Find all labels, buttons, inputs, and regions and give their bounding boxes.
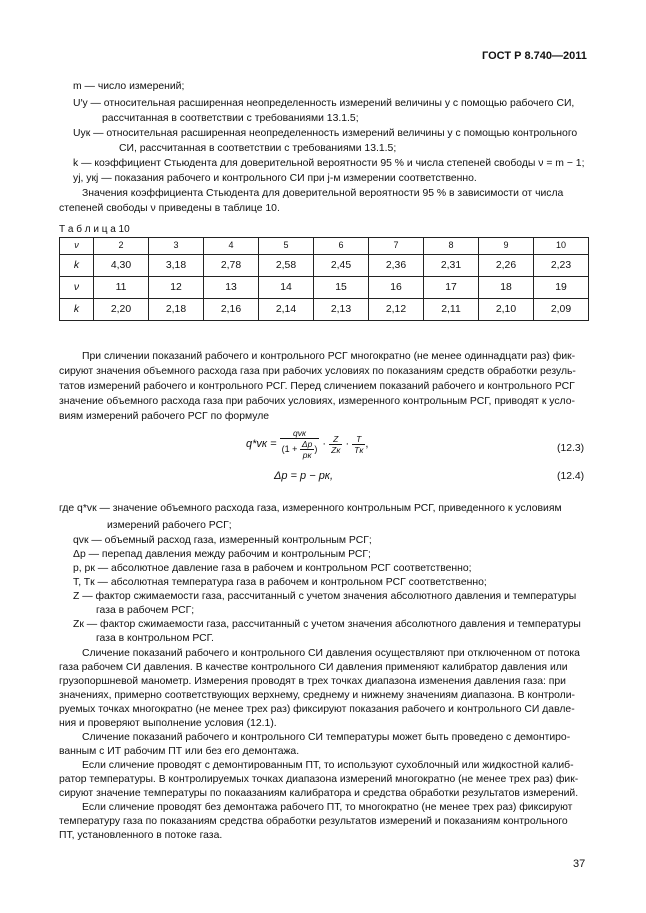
table-row: [60, 255, 589, 277]
paragraph-line: татов измерений рабочего и контрольного РСГ. Перед сличением показаний рабочего и контрольного РСГ: [59, 381, 575, 392]
paragraph-line: виям измерений рабочего РСГ по формуле: [59, 411, 270, 422]
table-cell: 3: [149, 238, 204, 255]
table-row: [60, 299, 589, 321]
table-cell: 2,13: [314, 299, 369, 321]
formula-den-a: 1 +: [284, 443, 298, 454]
table-cell: 16: [369, 277, 424, 299]
paragraph-line: значение объемного расхода газа при рабочих условиях, измеренного контрольным РСГ, приводят к усло-: [59, 396, 575, 407]
table-cell: 2,36: [369, 255, 424, 277]
paragraph-line: Если сличение проводят без демонтажа рабочего ПТ, то многократно (не менее трех раз) фиксируют: [82, 802, 573, 813]
table-cell: 2,16: [204, 299, 259, 321]
paragraph-line: грузопоршневой манометр. Измерения проводят в трех точках диапазона изменения давления газа: при: [59, 676, 566, 687]
table-caption: Т а б л и ц а 10: [59, 224, 130, 235]
def-line: Zк — фактор сжимаемости газа, рассчитанный с учетом значения абсолютного давления и температуры: [73, 619, 581, 630]
table-cell: 2,18: [149, 299, 204, 321]
table-cell: 2,31: [424, 255, 479, 277]
formula-dot: ·: [322, 437, 327, 450]
formula-dp-fraction: [300, 439, 314, 460]
formula-lhs: q*vк =: [246, 437, 277, 450]
table-cell: 12: [149, 277, 204, 299]
def-line: k — коэффициент Стьюдента для доверительной вероятности 95 % и числа степеней свободы ν = m − 1;: [73, 158, 585, 169]
table-cell: 4: [204, 238, 259, 255]
paragraph-line: ния и проверяют выполнение условия (12.1).: [59, 718, 277, 729]
table-cell: ν: [60, 238, 94, 255]
formula-number: (12.3): [557, 443, 585, 454]
student-coefficient-table: [59, 237, 589, 321]
def-line: Z — фактор сжимаемости газа, рассчитанный с учетом значения абсолютного давления и температуры: [73, 591, 577, 602]
table-cell: 2,45: [314, 255, 369, 277]
table-cell: 6: [314, 238, 369, 255]
formula-tk: Tк: [354, 444, 364, 455]
paragraph-line: сируют значения объемного расхода газа при рабочих условиях по показаниям средств обработки резуль-: [59, 366, 576, 377]
page-number: 37: [573, 858, 586, 870]
table-cell: 13: [204, 277, 259, 299]
table-row: [60, 277, 589, 299]
table-cell: ν: [60, 277, 94, 299]
def-line: где q*vк — значение объемного расхода газа, измеренного контрольным РСГ, приведенного к условиям: [59, 503, 562, 514]
def-line: СИ, рассчитанная в соответствии с требованиями 13.1.5;: [119, 143, 397, 154]
table-cell: 9: [479, 238, 534, 255]
paragraph-line: ратор температуры. В контролируемых точках диапазона измерений многократно (не менее трех раз) фик-: [59, 774, 579, 785]
paragraph-line: сируют значение температуры по покаазаниям калибратора и средства обработки результатов измерений.: [59, 788, 579, 799]
table-cell: 15: [314, 277, 369, 299]
formula-denominator: (1 + $\frac{\Delta p}{pк}$ ): [281, 439, 318, 460]
formula-t-fraction: [352, 434, 365, 455]
formula-z: Z: [329, 434, 342, 445]
def-line: газа в контрольном РСГ.: [96, 633, 214, 644]
table-cell: 2: [94, 238, 149, 255]
table-cell: 2,10: [479, 299, 534, 321]
formula-end: ,: [365, 437, 369, 450]
table-cell: 2,58: [259, 255, 314, 277]
paragraph-line: При сличении показаний рабочего и контрольного РСГ многократно (не менее одиннадцати раз) фик-: [82, 351, 576, 362]
text-line: степеней свободы ν приведены в таблице 10.: [59, 203, 280, 214]
paragraph-line: Если сличение проводят с демонтированным ПТ, то используют сухоблочный или жидкостной калиб-: [82, 760, 574, 771]
table-cell: 8: [424, 238, 479, 255]
table-cell: k: [60, 255, 94, 277]
table-cell: 2,26: [479, 255, 534, 277]
formula-main-fraction: [280, 428, 320, 460]
formula-dp: Δp: [301, 439, 313, 449]
formula-pk: pк: [302, 450, 312, 460]
table-cell: 4,30: [94, 255, 149, 277]
paragraph-line: газа рабочем СИ давления. В качестве контрольного СИ давления применяют калибратор давления или: [59, 662, 568, 673]
table-cell: 18: [479, 277, 534, 299]
table-cell: k: [60, 299, 94, 321]
formula-number: (12.4): [557, 471, 585, 482]
formula-12-4: Δp = p − pк,: [274, 470, 334, 482]
paragraph-line: ванным с ИТ рабочим ПТ или без его демонтажа.: [59, 746, 300, 757]
paragraph-line: Сличение показаний рабочего и контрольного СИ температуры может быть проведено с демонтиро-: [82, 732, 571, 743]
table-cell: 11: [94, 277, 149, 299]
paragraph-line: значениях, примерно соответствующих верхнему, среднему и нижнему значениям диапазона. В контроли-: [59, 690, 575, 701]
def-line: Uyк — относительная расширенная неопределенность измерений величины y с помощью контрольного: [73, 128, 578, 139]
def-line: yj, yкj — показания рабочего и контрольного СИ при j-м измерении соответственно.: [73, 173, 477, 184]
paragraph-line: Сличение показаний рабочего и контрольного СИ давления осуществляют при отключенном от потока: [82, 648, 580, 659]
def-line: расcчитанная в соответствии с требованиями 13.1.5;: [102, 113, 359, 124]
def-line: qvк — объемный расход газа, измеренный контрольным РСГ;: [73, 535, 372, 546]
document-standard-header: ГОСТ Р 8.740—2011: [482, 50, 587, 62]
table-cell: 2,11: [424, 299, 479, 321]
formula-dot: ·: [345, 437, 350, 450]
formula-zk: Zк: [331, 444, 341, 455]
table-cell: 2,09: [534, 299, 589, 321]
formula-z-fraction: [329, 434, 342, 455]
table-cell: 17: [424, 277, 479, 299]
table-cell: 5: [259, 238, 314, 255]
formula-12-3: [246, 428, 368, 460]
table-row: [60, 238, 589, 255]
def-line: m — число измерений;: [73, 81, 185, 92]
formula-numerator: qvк: [280, 428, 320, 439]
table-cell: 2,23: [534, 255, 589, 277]
def-line: измерений рабочего РСГ;: [107, 520, 232, 531]
table-cell: 2,12: [369, 299, 424, 321]
def-line: T, Tк — абсолютная температура газа в рабочем и контрольном РСГ соответственно;: [73, 577, 487, 588]
table-cell: 2,20: [94, 299, 149, 321]
def-line: p, pк — абсолютное давление газа в рабочем и контрольном РСГ соответственно;: [73, 563, 472, 574]
paragraph-line: ПТ, установленного в потоке газа.: [59, 830, 223, 841]
table-cell: 2,14: [259, 299, 314, 321]
paragraph-line: температуру газа по показаниям средства обработки результатов измерений и показаниям контрольного: [59, 816, 568, 827]
paragraph-line: руемых точках многократно (не менее трех раз) фиксируют показания рабочего и контрольного СИ давле-: [59, 704, 575, 715]
def-line: газа в рабочем РСГ;: [96, 605, 195, 616]
table-cell: 7: [369, 238, 424, 255]
table-cell: 3,18: [149, 255, 204, 277]
text-line: Значения коэффициента Стьюдента для доверительной вероятности 95 % в зависимости от числа: [82, 188, 564, 199]
table-cell: 10: [534, 238, 589, 255]
table-cell: 2,78: [204, 255, 259, 277]
def-line: U′y — относительная расширенная неопределенность измерений величины y с помощью рабочего СИ,: [73, 98, 575, 109]
def-line: Δp — перепад давления между рабочим и контрольным РСГ;: [73, 549, 371, 560]
table-cell: 19: [534, 277, 589, 299]
formula-t: T: [352, 434, 365, 445]
table-cell: 14: [259, 277, 314, 299]
